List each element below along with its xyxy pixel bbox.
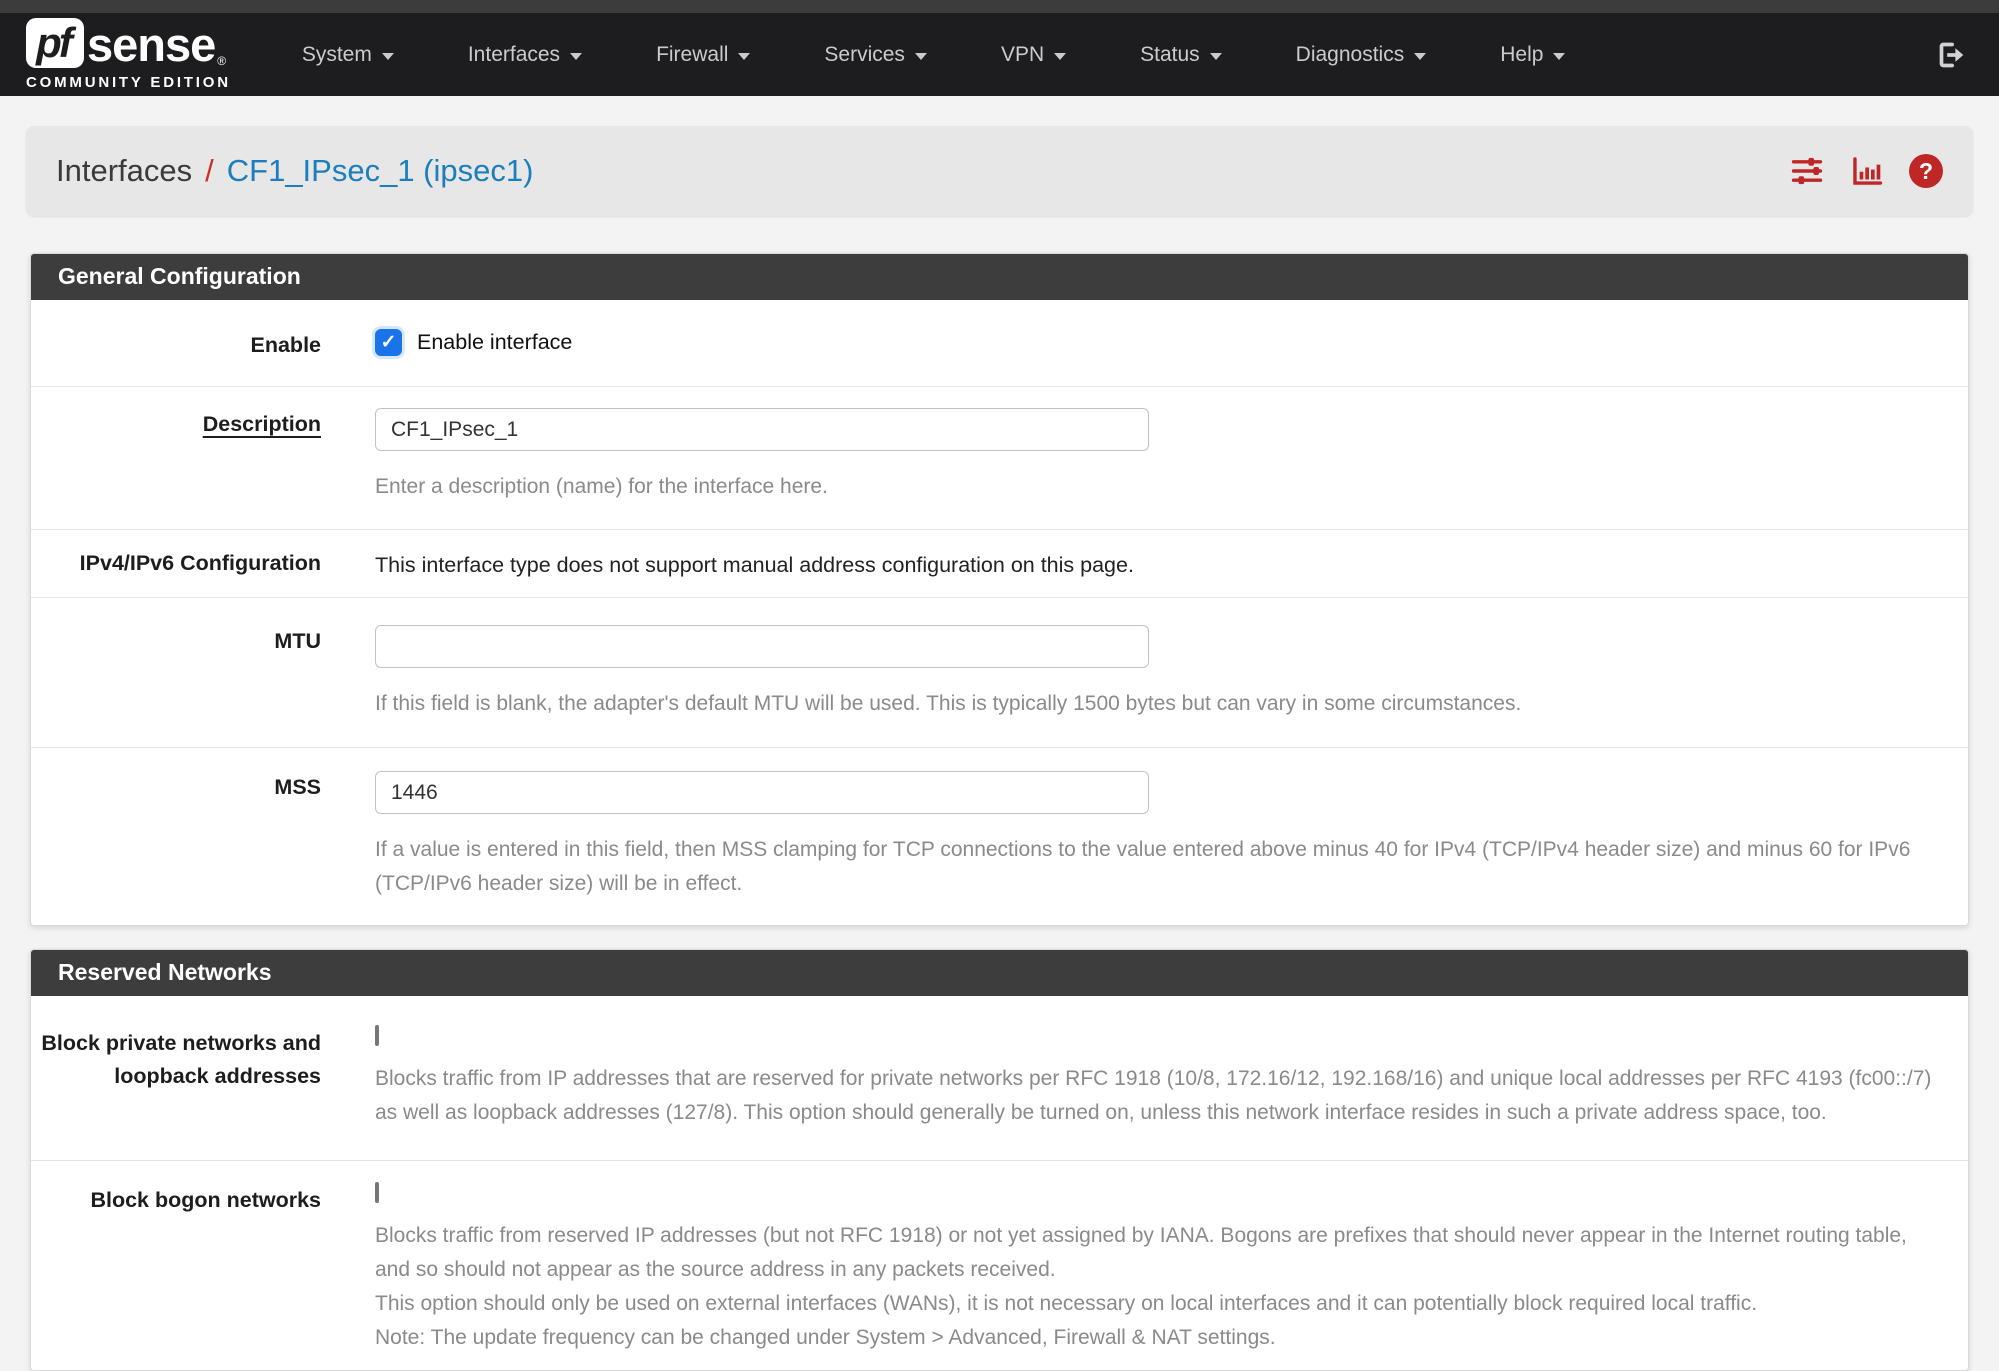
registered-mark: ® bbox=[217, 54, 227, 68]
breadcrumb-page-link[interactable]: CF1_IPsec_1 (ipsec1) bbox=[226, 153, 534, 188]
reserved-networks-panel bbox=[30, 949, 1969, 1370]
block-bogon-help bbox=[375, 1219, 1938, 1355]
description-row bbox=[31, 387, 1968, 530]
block-bogon-checkbox[interactable] bbox=[375, 1182, 379, 1203]
block-private-help: Blocks traffic from IP addresses that are reserved for private networks per RFC 1918 (10/8, 172.16/12, 192.168/16) and unique local addresses per RFC 4193 (fc00::/7) as well as loopback addresses (127/8). This option should generally be turned on, unless this network interface resides in such a private address space, too. bbox=[375, 1067, 1932, 1125]
enable-row bbox=[31, 300, 1968, 387]
sliders-icon[interactable] bbox=[1789, 154, 1825, 188]
block-private-label: Block private networks and loopback addresses bbox=[41, 1031, 321, 1088]
enable-label: Enable bbox=[250, 333, 321, 357]
menu-status-label: Status bbox=[1140, 42, 1200, 66]
ip-configuration-row bbox=[31, 530, 1968, 598]
description-help: Enter a description (name) for the interface here. bbox=[375, 475, 828, 499]
menu-services[interactable] bbox=[787, 13, 964, 96]
checkmark-icon: ✓ bbox=[380, 332, 397, 353]
block-bogon-help-paragraph-2: This option should only be used on external interfaces (WANs), it is not necessary on local interfaces and it can potentially block required local traffic. bbox=[375, 1292, 1758, 1316]
block-private-row bbox=[31, 996, 1968, 1161]
caret-down-icon bbox=[1553, 53, 1565, 60]
menu-vpn[interactable] bbox=[964, 13, 1103, 96]
block-bogon-row bbox=[31, 1161, 1968, 1369]
menu-help[interactable] bbox=[1463, 13, 1602, 96]
caret-down-icon bbox=[1210, 53, 1222, 60]
block-bogon-label: Block bogon networks bbox=[90, 1188, 321, 1213]
menu-diagnostics[interactable] bbox=[1259, 13, 1464, 96]
community-edition-tagline: COMMUNITY EDITION bbox=[26, 74, 231, 91]
pf-logo-box bbox=[26, 18, 84, 68]
enable-interface-checkbox[interactable] bbox=[375, 329, 402, 356]
menu-interfaces-label: Interfaces bbox=[467, 42, 561, 66]
menu-diagnostics-label: Diagnostics bbox=[1295, 42, 1405, 66]
description-input[interactable] bbox=[375, 408, 1149, 451]
caret-down-icon bbox=[1414, 53, 1426, 60]
mss-label: MSS bbox=[274, 775, 321, 800]
main-menu bbox=[265, 13, 1603, 96]
breadcrumb bbox=[56, 153, 533, 189]
mtu-label: MTU bbox=[274, 629, 321, 654]
menu-system-label: System bbox=[301, 42, 372, 66]
mss-input[interactable] bbox=[375, 771, 1149, 814]
menu-status[interactable] bbox=[1103, 13, 1259, 96]
caret-down-icon bbox=[915, 53, 927, 60]
sense-logo-text: sense bbox=[87, 18, 216, 72]
block-bogon-help-paragraph-1: Blocks traffic from reserved IP addresses (but not RFC 1918) or not yet assigned by IANA. Bogons are prefixes that should never appear in the Internet routing table, and so should not appear as the source address in any packets received. bbox=[375, 1224, 1907, 1282]
bar-chart-icon[interactable] bbox=[1849, 154, 1885, 188]
description-label: Description bbox=[202, 412, 321, 437]
general-configuration-panel bbox=[30, 253, 1969, 926]
top-navbar bbox=[0, 13, 1999, 96]
breadcrumb-bar bbox=[26, 126, 1973, 216]
window-top-strip bbox=[0, 0, 1999, 13]
mss-help: If a value is entered in this field, then MSS clamping for TCP connections to the value entered above minus 40 for IPv4 (TCP/IPv4 header size) and minus 60 for IPv6 (TCP/IPv6 header size) will be in effect. bbox=[375, 838, 1911, 896]
block-private-checkbox[interactable] bbox=[375, 1025, 379, 1046]
menu-interfaces[interactable] bbox=[431, 13, 619, 96]
ip-configuration-text: This interface type does not support manual address configuration on this page. bbox=[375, 553, 1134, 578]
pfsense-logo[interactable] bbox=[26, 18, 231, 91]
mtu-row bbox=[31, 598, 1968, 748]
pf-logo-text: pf bbox=[36, 19, 70, 66]
reserved-networks-header: Reserved Networks bbox=[31, 950, 1968, 996]
ip-configuration-label: IPv4/IPv6 Configuration bbox=[79, 551, 321, 576]
caret-down-icon bbox=[382, 53, 394, 60]
page-action-icons bbox=[1789, 154, 1943, 188]
breadcrumb-separator: / bbox=[205, 153, 214, 188]
mss-row bbox=[31, 748, 1968, 925]
menu-services-label: Services bbox=[824, 42, 905, 66]
breadcrumb-section: Interfaces bbox=[56, 153, 193, 188]
menu-system[interactable] bbox=[265, 13, 431, 96]
caret-down-icon bbox=[570, 53, 582, 60]
menu-firewall[interactable] bbox=[619, 13, 787, 96]
caret-down-icon bbox=[1054, 53, 1066, 60]
mtu-help: If this field is blank, the adapter's default MTU will be used. This is typically 1500 bytes but can vary in some circumstances. bbox=[375, 692, 1522, 716]
general-configuration-header: General Configuration bbox=[31, 254, 1968, 300]
menu-firewall-label: Firewall bbox=[656, 42, 729, 66]
menu-help-label: Help bbox=[1500, 42, 1544, 66]
mtu-input[interactable] bbox=[375, 625, 1149, 668]
help-glyph: ? bbox=[1918, 157, 1934, 184]
help-circle-icon[interactable] bbox=[1909, 154, 1943, 188]
enable-interface-checkbox-label: Enable interface bbox=[417, 330, 573, 354]
block-bogon-help-paragraph-3: Note: The update frequency can be changed under System > Advanced, Firewall & NAT settings. bbox=[375, 1326, 1276, 1350]
menu-vpn-label: VPN bbox=[1000, 42, 1045, 66]
sign-out-icon[interactable] bbox=[1933, 38, 1973, 72]
caret-down-icon bbox=[738, 53, 750, 60]
